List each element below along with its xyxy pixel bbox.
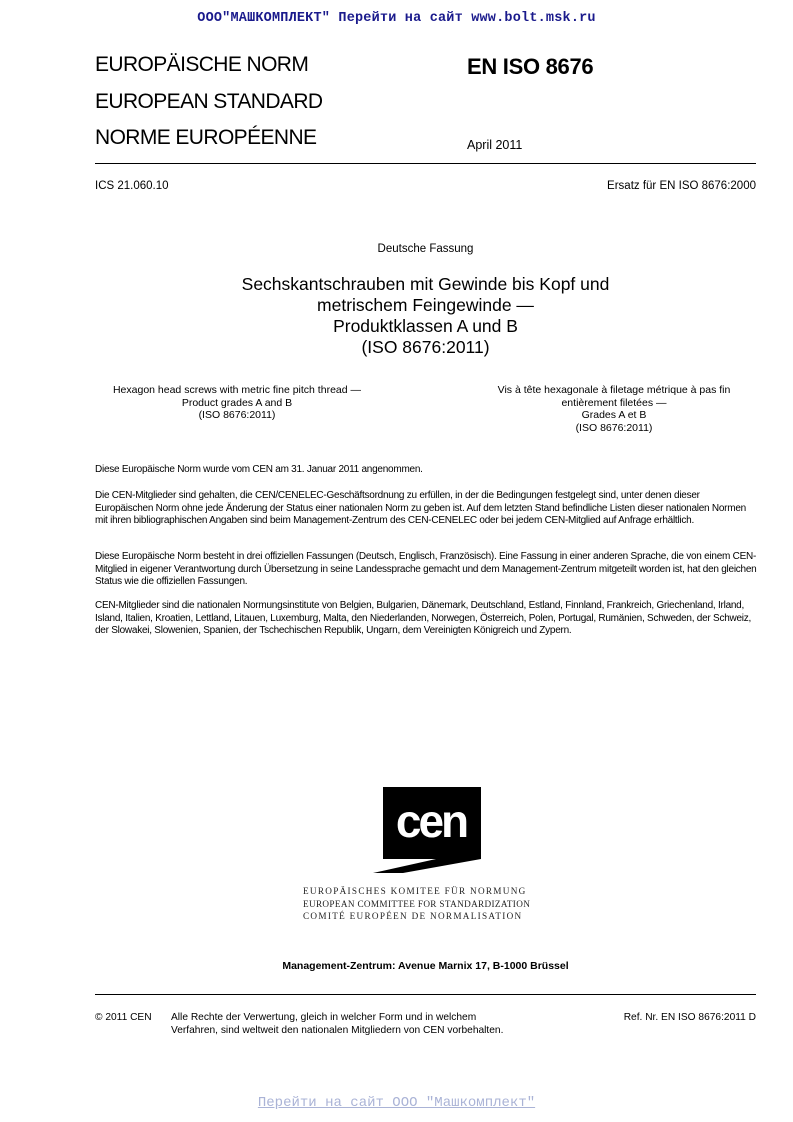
english-title-line: Product grades A and B [181,396,293,409]
cen-logo-mark [373,787,483,877]
french-title-line: Vis à tête hexagonale à filetage métrique à pas fin [497,384,731,396]
english-title-block [95,384,379,422]
header-divider [95,163,756,164]
committee-name-fr: COMITÉ EUROPÉEN DE NORMALISATION [303,911,523,921]
footer-site-link[interactable]: Перейти на сайт ООО "Машкомплект" [257,1095,536,1111]
rights-line: Alle Rechte der Verwertung, gleich in welcher Form und in welchem [171,1012,477,1023]
top-banner-link[interactable]: ООО"МАШКОМПЛЕКТ" Перейти на сайт www.bolt.msk.ru [197,11,596,26]
committee-name-de: EUROPÄISCHES KOMITEE FÜR NORMUNG [303,886,527,896]
french-title-line: (ISO 8676:2011) [575,421,653,434]
main-title-line: Sechskantschrauben mit Gewinde bis Kopf und [241,274,610,294]
french-title-line: Grades A et B [581,409,647,421]
management-centre-address: Management-Zentrum: Avenue Marnix 17, B-1000 Brüssel [282,960,569,972]
version-label: Deutsche Fassung [377,243,474,255]
english-title-line: Hexagon head screws with metric fine pitch thread — [112,384,362,396]
main-title [95,274,756,358]
supersedes-note: Ersatz für EN ISO 8676:2000 [607,180,756,192]
main-title-line: Produktklassen A und B [333,316,518,336]
standard-number: EN ISO 8676 [467,54,594,79]
main-title-line: metrischem Feingewinde — [317,295,534,315]
french-title-line: entièrement filetées — [561,396,667,409]
main-title-line: (ISO 8676:2011) [361,337,490,357]
adoption-paragraph: Diese Europäische Norm wurde vom CEN am 31. Januar 2011 angenommen. [95,464,423,475]
title-french: NORME EUROPÉENNE [95,126,317,149]
publication-date: April 2011 [467,138,523,152]
cen-logo [373,787,483,882]
rights-line: Verfahren, sind weltweit den nationalen Mitgliedern von CEN vorbehalten. [171,1024,504,1036]
rights-statement [171,1012,551,1038]
english-title-line: (ISO 8676:2011) [198,409,276,421]
cen-logo-text: cen [395,795,467,847]
french-title-block [472,384,756,434]
committee-name-en: EUROPEAN COMMITTEE FOR STANDARDIZATION [303,898,531,909]
ics-code: ICS 21.060.10 [95,180,169,192]
title-english: EUROPEAN STANDARD [95,90,323,113]
reference-number: Ref. Nr. EN ISO 8676:2011 D [623,1012,756,1023]
members-obligation-paragraph: Die CEN-Mitglieder sind gehalten, die CEN/CENELEC-Geschäftsordnung zu erfüllen, in der die Bedingungen festgelegt sind, unter denen dieser Europäischen Norm ohne jede Änderung der Status einer nationalen Norm zu geben ist. Auf dem letzten Stand befindliche Listen dieser nationalen Normen mit ihren bibliographischen Angaben sind beim Management-Zentrum des CEN-CENELEC oder bei jedem CEN-Mitglied auf Anfrage erhältlich. [95,490,746,527]
official-versions-paragraph: Diese Europäische Norm besteht in drei offiziellen Fassungen (Deutsch, Englisch, Französisch). Eine Fassung in einer anderen Sprache, die von einem CEN-Mitglied in eigener Verantwortung durch Übersetzung in seine Landessprache gemacht und dem Management-Zentrum mitgeteilt worden ist, hat den gleichen Status wie die offiziellen Fassungen. [95,551,757,588]
committee-names [303,885,543,923]
title-german: EUROPÄISCHE NORM [95,53,309,76]
footer-divider [95,994,756,995]
cen-members-paragraph: CEN-Mitglieder sind die nationalen Normungsinstitute von Belgien, Bulgarien, Dänemark, Deutschland, Estland, Finnland, Frankreich, Griechenland, Irland, Island, Italien, Kroatien, Lettland, Litauen, Luxemburg, Malta, den Niederlanden, Norwegen, Österreich, Polen, Portugal, Rumänien, Schweden, der Schweiz, der Slowakei, Slowenien, Spanien, der Tschechischen Republik, Ungarn, dem Vereinigten Königreich und Zypern. [95,600,752,637]
copyright: © 2011 CEN [95,1012,152,1023]
